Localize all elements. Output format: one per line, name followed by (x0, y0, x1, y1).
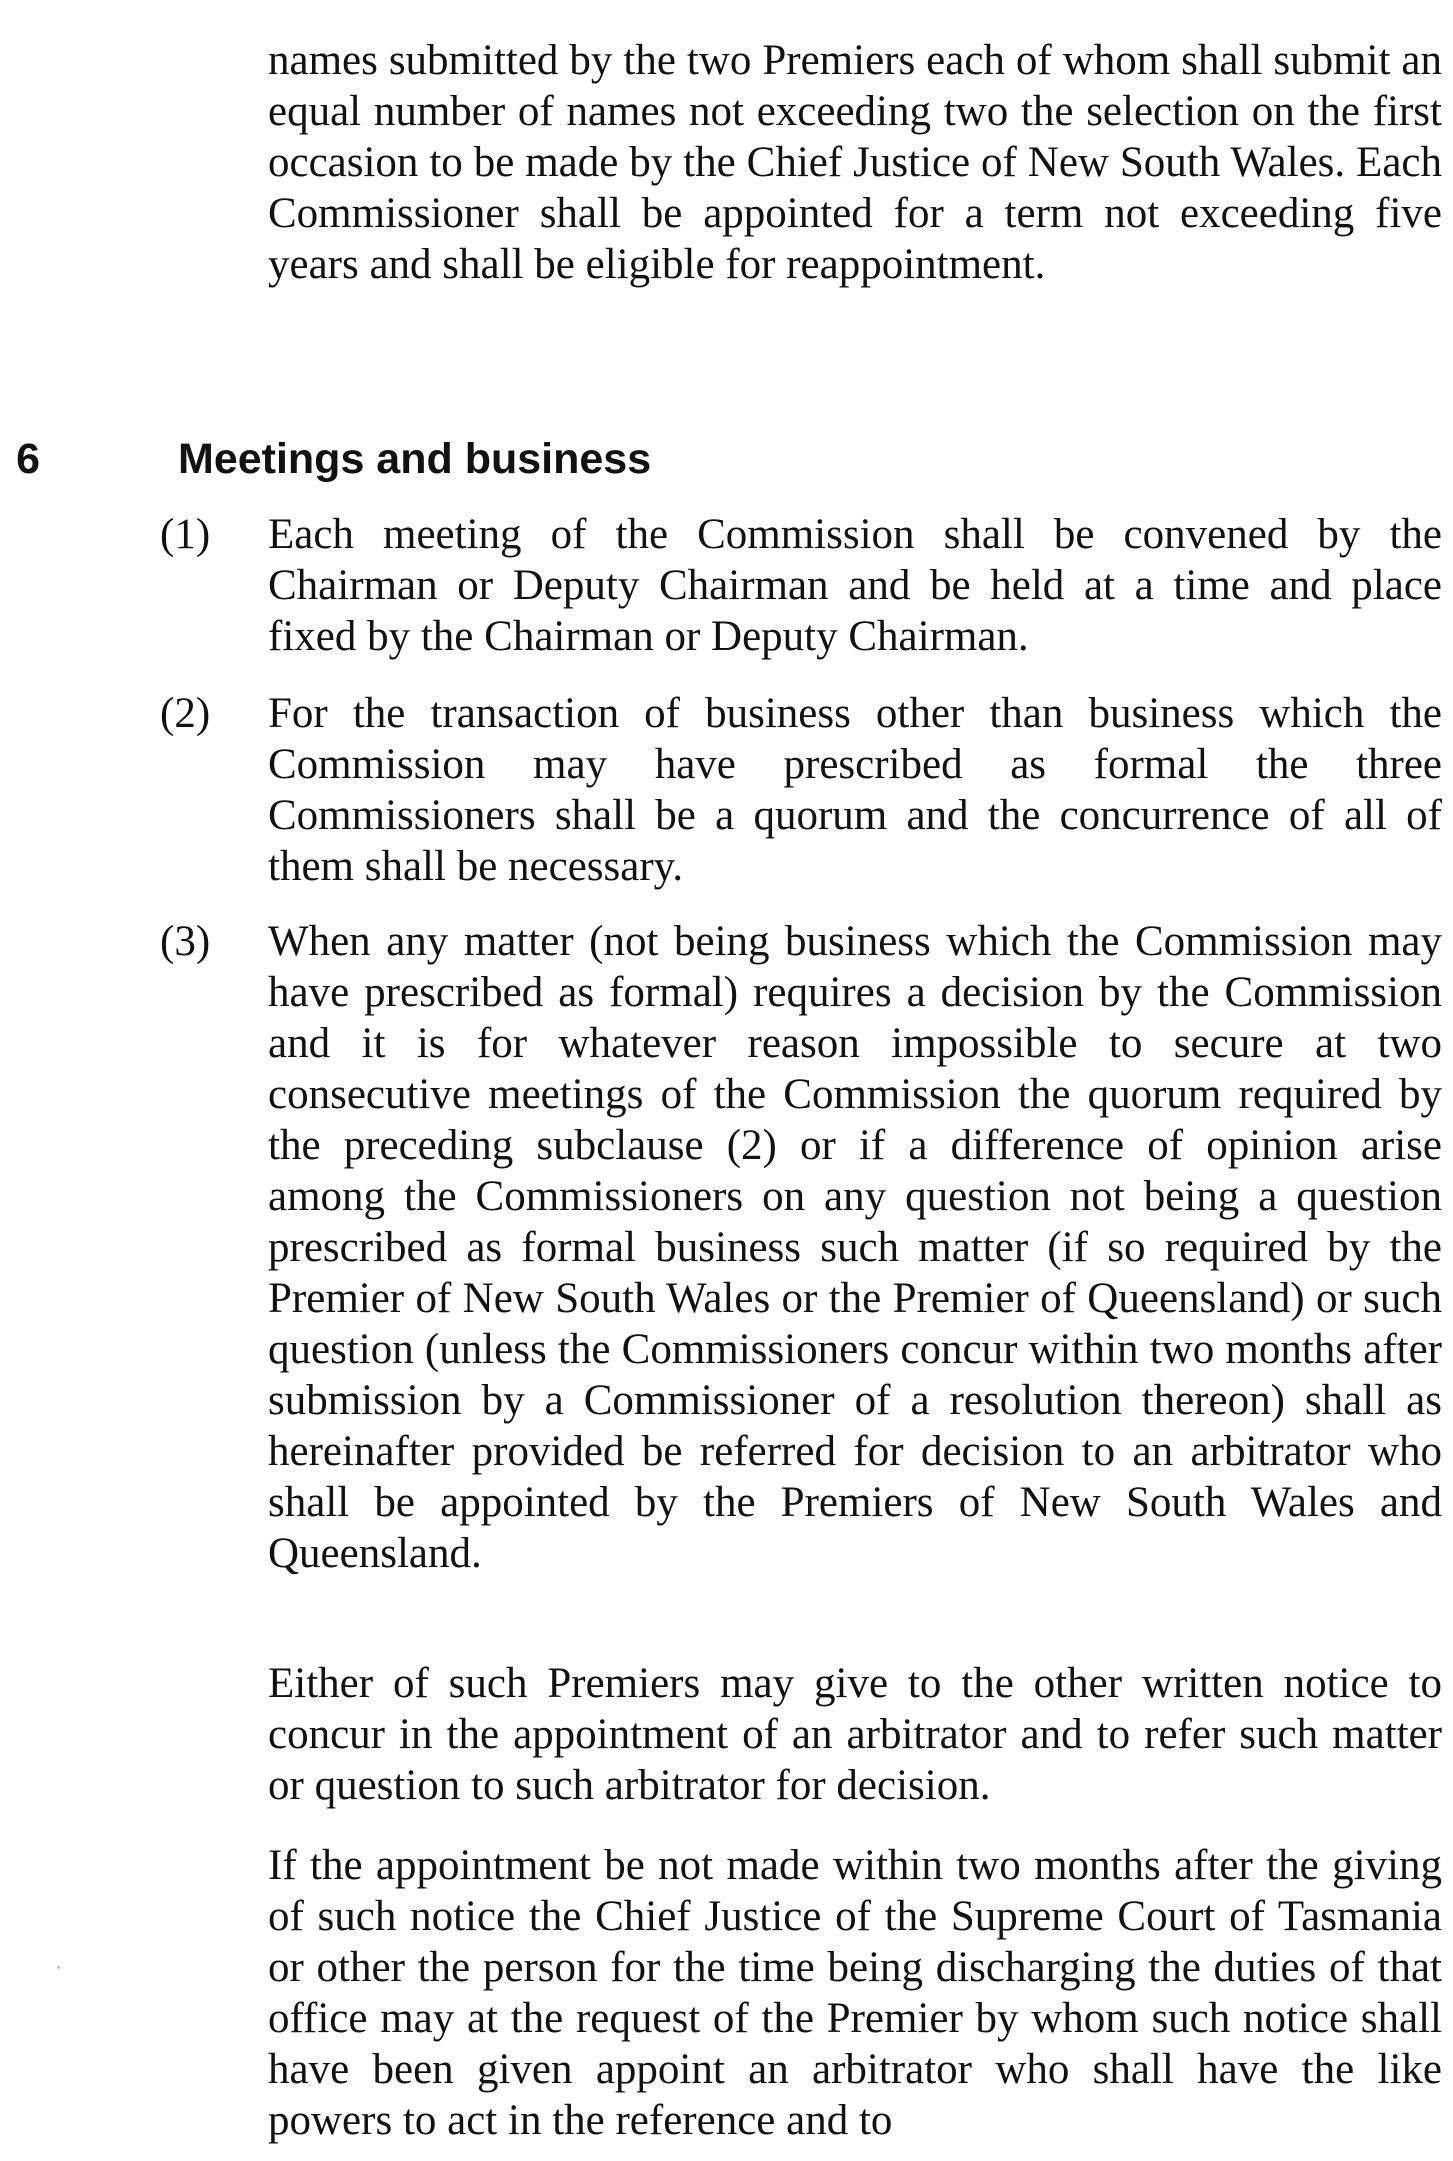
subclause-1-number: (1) (160, 511, 211, 558)
subclause-2-number: (2) (160, 690, 211, 737)
continuation-paragraph: Either of such Premiers may give to the other written notice to concur in the appointment of an arbitrator and to refer such matter or question to such arbitrator for decision. (268, 1660, 1442, 1809)
subclause-3-text: When any matter (not being business which the Commission may have prescribed as formal) requires a decision by the Commission and it is for whatever reason impossible to secure at two consecutive meetings of the Commission the quorum required by the preceding subclause (2) or if a difference of opinion arise among the Commissioners on any question not being a question prescribed as formal business such matter (if so required by the Premier of New South Wales or the Premier of Queensland) or such question (unless the Commissioners concur within two months after submission by a Commissioner of a resolution thereon) shall as hereinafter provided be referred for decision to an arbitrator who shall be appointed by the Premiers of New South Wales and Queensland. (268, 918, 1442, 1577)
section-heading: Meetings and business (178, 435, 652, 483)
subclause-2-text: For the transaction of business other than business which the Commission may have prescribed as formal the three Commissioners shall be a quorum and the concurrence of all of them shall be necessary. (268, 690, 1442, 890)
section-number: 6 (16, 435, 40, 483)
scan-speck (57, 1966, 60, 1969)
continuation-paragraph: If the appointment be not made within two months after the giving of such notice the Chief Justice of the Supreme Court of Tasmania or other the person for the time being discharging the duties of that office may at the request of the Premier by whom such notice shall have been given appoint an arbitrator who shall have the like powers to act in the reference and to (268, 1842, 1442, 2144)
subclause-1-text: Each meeting of the Commission shall be convened by the Chairman or Deputy Chairman and be held at a time and place fixed by the Chairman or Deputy Chairman. (268, 511, 1442, 660)
intro-paragraph: names submitted by the two Premiers each of whom shall submit an equal number of names not exceeding two the selection on the first occasion to be made by the Chief Justice of New South Wales. Each Commissioner shall be appointed for a term not exceeding five years and shall be eligible for reappointment. (268, 37, 1442, 288)
subclause-3-number: (3) (160, 918, 211, 965)
